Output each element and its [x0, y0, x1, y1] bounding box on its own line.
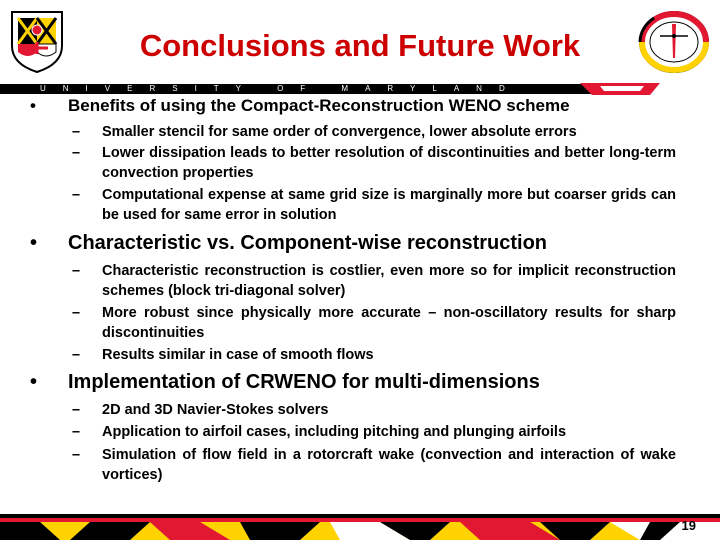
header-bar: [0, 82, 720, 96]
dash-icon: –: [72, 402, 81, 418]
list-item: [72, 422, 676, 442]
list-item-text: Computational expense at same grid size is marginally more but coarser grids can be used for same error in solution: [102, 187, 676, 223]
list-item: [72, 400, 676, 420]
list-item-text: Simulation of flow field in a rotorcraft wake (convection and interaction of wake vortices): [102, 447, 676, 483]
header-bar-flag-accent: [540, 82, 720, 96]
dash-icon: –: [72, 424, 81, 440]
list-item-text: Application to airfoil cases, including pitching and plunging airfoils: [102, 424, 567, 440]
section-heading-text: Characteristic vs. Component-wise reconstruction: [68, 232, 548, 254]
list-item: [72, 261, 676, 301]
list-item-text: Smaller stencil for same order of convergence, lower absolute errors: [102, 124, 577, 140]
list-item-text: Lower dissipation leads to better resolution of discontinuities and better long-term convection properties: [102, 145, 676, 181]
bullet-icon: •: [30, 96, 36, 115]
dash-icon: –: [72, 305, 81, 321]
dash-icon: –: [72, 145, 81, 161]
dash-icon: –: [72, 263, 81, 279]
bullet-icon: •: [30, 232, 38, 254]
list-item-text: Results similar in case of smooth flows: [102, 347, 374, 363]
list-item: [72, 345, 676, 365]
list-item-text: 2D and 3D Navier-Stokes solvers: [102, 402, 329, 418]
dash-icon: –: [72, 187, 81, 203]
list-item: [72, 185, 676, 225]
footer-flag-bar: [0, 508, 720, 540]
list-item: [72, 143, 676, 183]
bullet-icon: •: [30, 371, 38, 393]
list-item: [72, 122, 676, 142]
dash-icon: –: [72, 124, 81, 140]
slide-title: Conclusions and Future Work: [139, 28, 581, 63]
section-heading: [30, 371, 698, 394]
section-heading: [30, 96, 698, 116]
list-item: [72, 445, 676, 485]
section-heading-text: Benefits of using the Compact-Reconstruction WENO scheme: [68, 96, 570, 115]
page-number: 19: [681, 518, 696, 533]
dash-icon: –: [72, 447, 81, 463]
list-item-text: Characteristic reconstruction is costlier, even more so for implicit reconstruction schemes (block tri-diagonal solver): [102, 263, 676, 299]
dash-icon: –: [72, 347, 81, 363]
list-item: [72, 303, 676, 343]
header-bar-text: UNIVERSITY OF MARYLAND: [40, 84, 522, 93]
section-heading-text: Implementation of CRWENO for multi-dimensions: [68, 371, 540, 393]
list-item-text: More robust since physically more accurate – non-oscillatory results for sharp discontinuities: [102, 305, 676, 341]
section-heading: [30, 232, 698, 255]
